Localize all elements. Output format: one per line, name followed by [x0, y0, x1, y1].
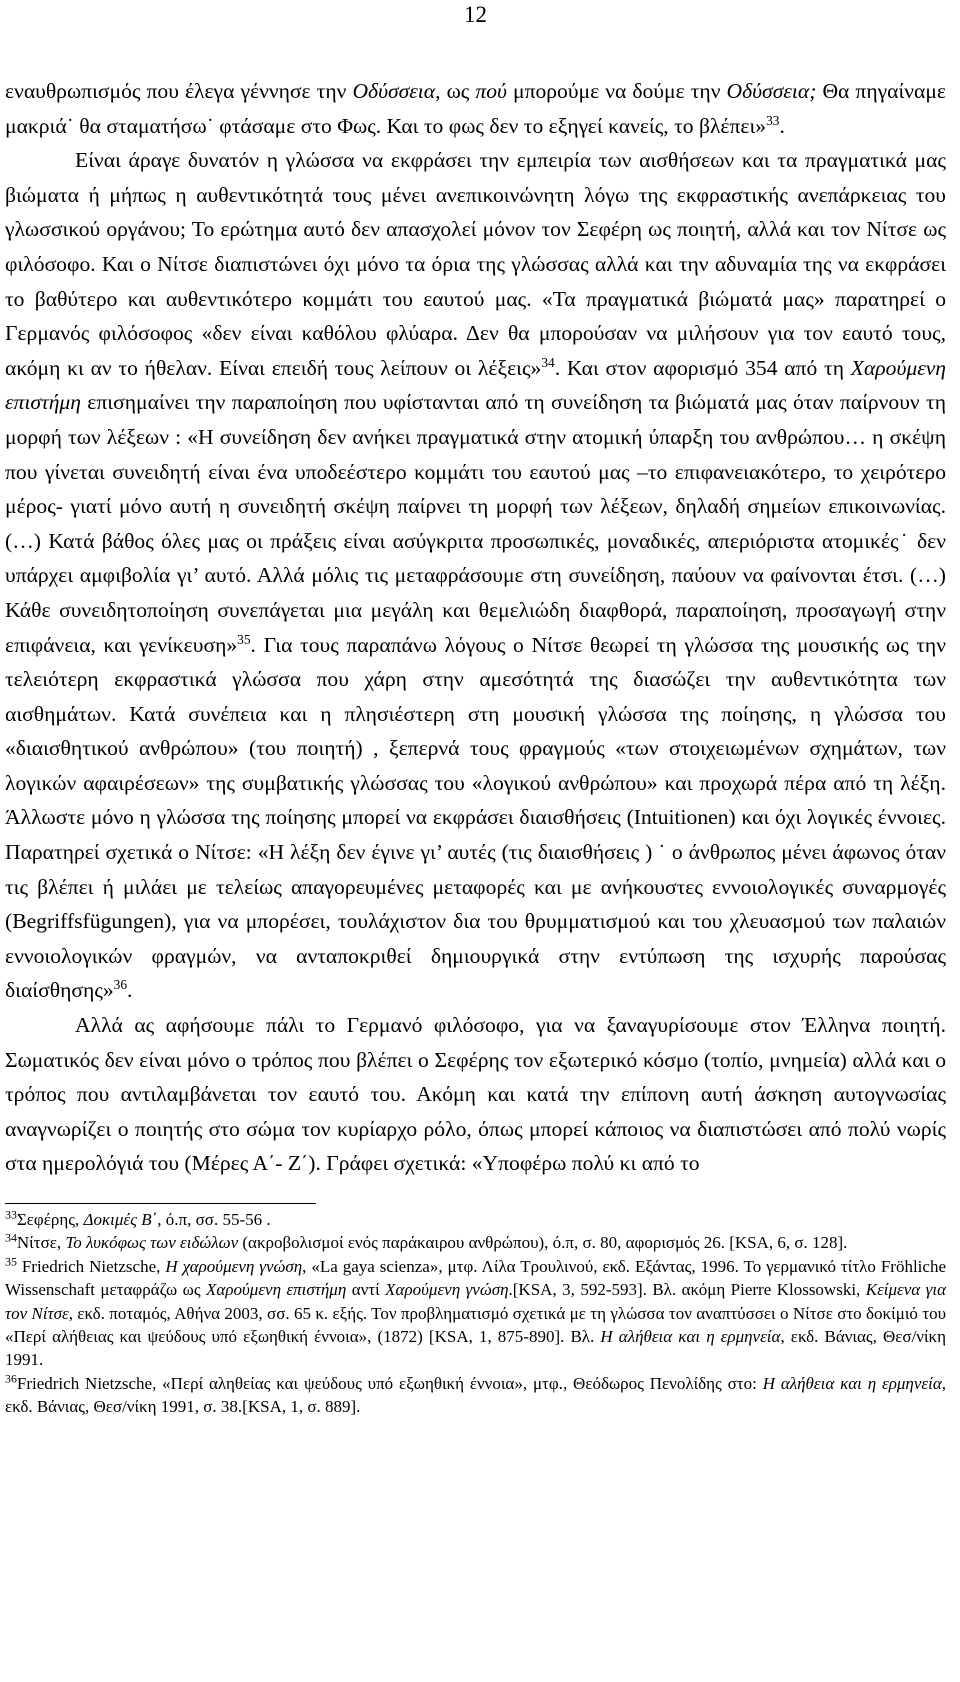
text-run: μπορούμε να δούμε την — [506, 79, 727, 103]
footnote-reference: 35 — [5, 1254, 17, 1269]
paragraph — [5, 143, 946, 1008]
text-run: , εκδ. Βάνιας, Θεσ/νίκη 1991. — [5, 1327, 947, 1370]
footnote-reference: 36 — [5, 1371, 17, 1386]
text-run: , «La gaya scienza», μτφ. Λίλα Τρουλινού, εκδ. Εξάντας, 1996. Το γερμανικό τίτλο Fröhliche Wissenschaft μεταφράζω ως — [5, 1256, 946, 1300]
text-run: , ό.π, σσ. 55-56 . — [157, 1210, 271, 1229]
text-run: αντί — [346, 1280, 386, 1300]
footnote-reference: 35 — [237, 631, 251, 647]
footnote — [5, 1231, 946, 1254]
italic-text-run: Κείμενα για τον Νίτσε — [5, 1280, 947, 1323]
page-number: 12 — [464, 2, 487, 27]
text-run: . — [779, 113, 785, 138]
italic-text-run: Οδύσσεια — [352, 79, 436, 103]
text-run: Friedrich Nietzsche, «Περί αληθείας και ψεύδους υπό εξωηθική έννοια», μτφ., Θεόδωρος Πενολίδης στο: — [16, 1373, 763, 1393]
footnote-reference: 34 — [541, 354, 555, 370]
italic-text-run: Δοκιμές Β΄ — [83, 1210, 158, 1229]
text-run: επισημαίνει την παραποίηση που υφίστανται από τη συνείδηση τα βιώματά μας όταν παίρνουν τη μορφή των λέξεων : «Η συνείδηση δεν ανήκει πραγματικά στην ατομική ύπαρξη του ανθρώπου… η σκέψη που γίνεται συνειδητή είναι ένα υποδεέστερο κομμάτι του εαυτού μας –το επιφανειακότερο, το χειρότερο μέρος- γιατί μόνο αυτή η συνειδητή σκέψη παίρνει τη μορφή των λέξεων, δηλαδή σημείων επικοινωνίας. (…) Κατά βάθος όλες μας οι πράξεις είναι ασύγκριτα προσωπικές, μοναδικές, απεριόριστα ατομικές˙ δεν υπάρχει αμφιβολία γι’ αυτό. Αλλά μόλις τις μεταφράσουμε στη συνείδηση, παύουν να φαίνονται έτσι. (…) Κάθε συνειδητοποίηση συνεπάγεται μια μεγάλη και θεμελιώδη διαφθορά, παραποίηση, προσαγωγή στην επιφάνεια, και γενίκευση» — [5, 390, 946, 657]
italic-text-run: Οδύσσεια; — [726, 79, 817, 103]
footnote-separator — [5, 1203, 316, 1204]
paragraph — [5, 74, 946, 143]
italic-text-run: Η αλήθεια και η ερμηνεία — [600, 1327, 781, 1347]
text-run: (ακροβολισμοί ενός παράκαιρου ανθρώπου), ό.π, σ. 80, αφορισμός 26. [KSA, 6, σ. 128]. — [238, 1233, 848, 1253]
text-run: Αλλά ας αφήσουμε πάλι το Γερμανό φιλόσοφο, για να ξαναγυρίσουμε στον Έλληνα ποιητή. Σωματικός δεν είναι μόνο ο τρόπος που βλέπει ο Σεφέρης τον εξωτερικό κόσμο (τοπίο, μνημεία) αλλά και ο τρόπος που αντιλαμβάνεται τον εαυτό του. Ακόμη και κατά την επίπονη αυτή άσκηση αυτογνωσίας αναγνωρίζει ο ποιητής στο σώμα τον κυρίαρχο ρόλο, όπως μπορεί κάποιος να διαπιστώσει από πολύ νωρίς στα ημερολόγιά του (Μέρες Α΄- Ζ΄). Γράφει σχετικά: «Υποφέρω πολύ κι από το — [5, 1013, 946, 1176]
footnote-reference: 33 — [766, 112, 780, 128]
italic-text-run: πού — [475, 79, 507, 103]
text-run: .[KSA, 3, 592-593]. Βλ. ακόμη Pierre Klossowski, — [508, 1280, 866, 1300]
text-run: εναυθρωπισμός που έλεγα γέννησε την — [5, 79, 353, 103]
text-run: Θα πηγαίναμε μακριά˙ θα σταματήσω˙ φτάσαμε στο Φως. Και το φως δεν το εξηγεί κανείς, το βλέπει» — [5, 79, 947, 138]
paragraph — [5, 1008, 946, 1181]
italic-text-run: Η αλήθεια και η ερμηνεία — [762, 1373, 942, 1393]
text-run: . — [127, 978, 133, 1003]
footnotes — [5, 1208, 946, 1419]
italic-text-run: Χαρούμενη επιστήμη — [206, 1280, 347, 1300]
text-run: Σεφέρης, — [16, 1210, 84, 1229]
italic-text-run: Η χαρούμενη γνώση — [165, 1256, 303, 1276]
body-text — [5, 74, 946, 1181]
italic-text-run: Χαρούμενη επιστήμη — [5, 355, 947, 415]
text-run: Νίτσε, — [16, 1233, 66, 1253]
text-run: . Και στον αφορισμό 354 από τη — [554, 355, 851, 380]
footnote-reference: 33 — [5, 1207, 17, 1222]
footnote-reference: 34 — [5, 1230, 17, 1245]
text-run: . Για τους παραπάνω λόγους ο Νίτσε θεωρεί τη γλώσσα της μουσικής ως την τελειότερη εκφραστικά γλώσσα που χάρη στην αμεσότητά της διασώζει την αυθεντικότητα των αισθημάτων. Κατά συνέπεια και η πλησιέστερη στη μουσική γλώσσα της ποίησης, η γλώσσα του «διαισθητικού ανθρώπου» (του ποιητή) , ξεπερνά τους φραγμούς «των στοιχειωμένων σχημάτων, των λογικών αφαιρέσεων» της συμβατικής γλώσσας του «λογικού ανθρώπου» και προχωρά πέρα από τη λέξη. Άλλωστε μόνο η γλώσσα της ποίησης μπορεί να εκφράσει διαισθήσεις (Intuitionen) και όχι λογικές έννοιες. Παρατηρεί σχετικά ο Νίτσε: «Η λέξη δεν έγινε γι’ αυτές (τις διαισθήσεις ) ˙ ο άνθρωπος μένει άφωνος όταν τις βλέπει ή μιλάει με τελείως απαγορευμένες μεταφορές και με ανήκουστες εννοιολογικές συναρμογές (Begriffsfügungen), για να μπορέσει, τουλάχιστον δια του θρυμματισμού και του χλευασμού των παλαιών εννοιολογικών φραγμών, να ανταποκριθεί δημιουργικά στην εντύπωση της ισχυρής παρούσας διαίσθησης» — [5, 632, 946, 1003]
footnote — [5, 1255, 946, 1372]
text-run: Είναι άραγε δυνατόν η γλώσσα να εκφράσει την εμπειρία των αισθήσεων και τα πραγματικά μας βιώματα ή μήπως η αυθεντικότητά τους μένει ανεπικοινώνητη λόγω της εκφραστικής ανεπάρκειας του γλωσσικού οργάνου; Το ερώτημα αυτό δεν απασχολεί μόνον τον Σεφέρη ως ποιητή, αλλά και τον Νίτσε ως φιλόσοφο. Και ο Νίτσε διαπιστώνει όχι μόνο τα όρια της γλώσσας αλλά και την αδυναμία της να εκφράσει το βαθύτερο και αυθεντικότερο κομμάτι του εαυτού μας. «Τα πραγματικά βιώματά μας» παρατηρεί ο Γερμανός φιλόσοφος «δεν είναι καθόλου φλύαρα. Δεν θα μπορούσαν να μιλήσουν για τον εαυτό τους, ακόμη κι αν το ήθελαν. Είναι επειδή τους λείπουν οι λέξεις» — [5, 148, 946, 380]
footnote — [5, 1208, 946, 1231]
text-run: , εκδ. ποταμός, Αθήνα 2003, σσ. 65 κ. εξής. Τον προβληματισμό σχετικά με τη γλώσσα τον αναπτύσσει ο Νίτσε στο δοκίμιό του «Περί αλήθειας και ψεύδους υπό εξωηθική έννοια», (1872) [KSA, 1, 875-890]. Βλ. — [5, 1303, 946, 1347]
text-run: Friedrich Nietzsche, — [16, 1256, 166, 1276]
italic-text-run: Χαρούμενη γνώση — [385, 1280, 509, 1300]
footnote — [5, 1372, 946, 1419]
text-run: , εκδ. Βάνιας, Θεσ/νίκη 1991, σ. 38.[KSA, 1, σ. 889]. — [5, 1373, 946, 1417]
italic-text-run: Το λυκόφως των ειδώλων — [65, 1233, 239, 1253]
text-run: , ως — [435, 79, 476, 103]
footnote-reference: 36 — [113, 977, 128, 993]
